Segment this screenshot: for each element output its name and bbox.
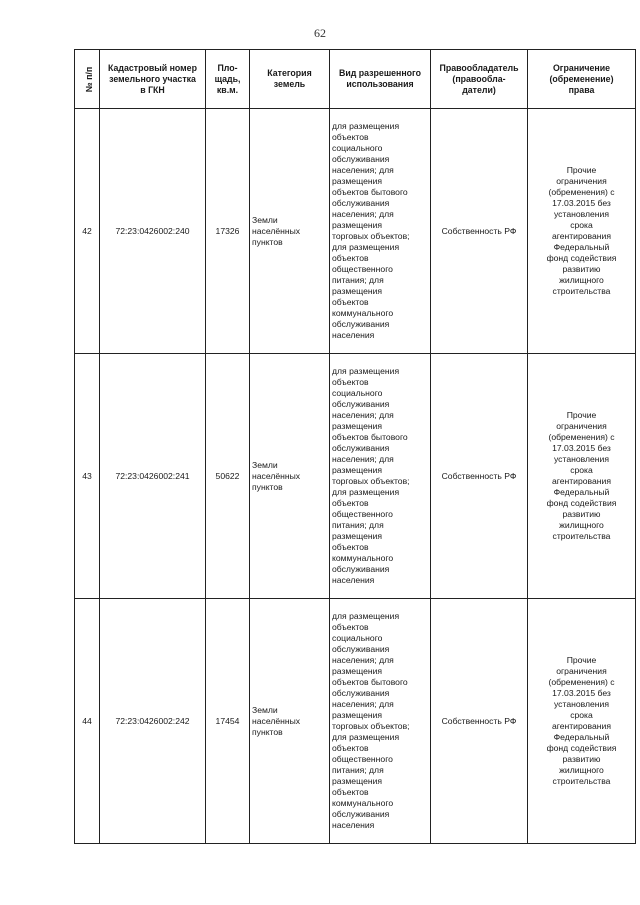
header-restriction: Ограничение (обременение) права — [528, 50, 636, 109]
header-permitted-use: Вид разрешенного использования — [330, 50, 431, 109]
table-row — [75, 109, 636, 354]
page-number: 62 — [314, 26, 326, 40]
row-number: 43 — [75, 354, 100, 599]
land-category: Земли населённых пунктов — [250, 599, 330, 844]
cadastral-number: 72:23:0426002:241 — [100, 354, 206, 599]
restriction: Прочие ограничения (обременения) с 17.03.2015 без установления срока агентирования Федеральный фонд содействия развитию жилищного строительства — [528, 599, 636, 844]
restriction: Прочие ограничения (обременения) с 17.03.2015 без установления срока агентирования Федеральный фонд содействия развитию жилищного строительства — [528, 109, 636, 354]
cadastral-number: 72:23:0426002:242 — [100, 599, 206, 844]
restriction: Прочие ограничения (обременения) с 17.03.2015 без установления срока агентирования Федеральный фонд содействия развитию жилищного строительства — [528, 354, 636, 599]
table-header-row — [75, 50, 636, 109]
land-category: Земли населённых пунктов — [250, 354, 330, 599]
area-value: 17454 — [206, 599, 250, 844]
header-area: Пло- щадь, кв.м. — [206, 50, 250, 109]
permitted-use: для размещения объектов социального обслуживания населения; для размещения объектов бытового обслуживания населения; для размещения торговых объектов; для размещения объектов общественного питания; для размещения объектов коммунального обслуживания населения — [330, 599, 431, 844]
land-category: Земли населённых пунктов — [250, 109, 330, 354]
header-cadastral-number: Кадастровый номер земельного участка в ГКН — [100, 50, 206, 109]
row-number: 44 — [75, 599, 100, 844]
permitted-use: для размещения объектов социального обслуживания населения; для размещения объектов бытового обслуживания населения; для размещения торговых объектов; для размещения объектов общественного питания; для размещения объектов коммунального обслуживания населения — [330, 109, 431, 354]
table-row — [75, 599, 636, 844]
header-land-category: Категория земель — [250, 50, 330, 109]
header-number — [75, 50, 100, 109]
permitted-use: для размещения объектов социального обслуживания населения; для размещения объектов бытового обслуживания населения; для размещения торговых объектов; для размещения объектов общественного питания; для размещения объектов коммунального обслуживания населения — [330, 354, 431, 599]
land-plots-table — [74, 49, 636, 844]
table-row — [75, 354, 636, 599]
header-number-label: № п/п — [84, 66, 95, 92]
area-value: 50622 — [206, 354, 250, 599]
cadastral-number: 72:23:0426002:240 — [100, 109, 206, 354]
right-holder: Собственность РФ — [431, 354, 528, 599]
right-holder: Собственность РФ — [431, 599, 528, 844]
area-value: 17326 — [206, 109, 250, 354]
header-right-holder: Правообладатель (правообла- датели) — [431, 50, 528, 109]
row-number: 42 — [75, 109, 100, 354]
right-holder: Собственность РФ — [431, 109, 528, 354]
